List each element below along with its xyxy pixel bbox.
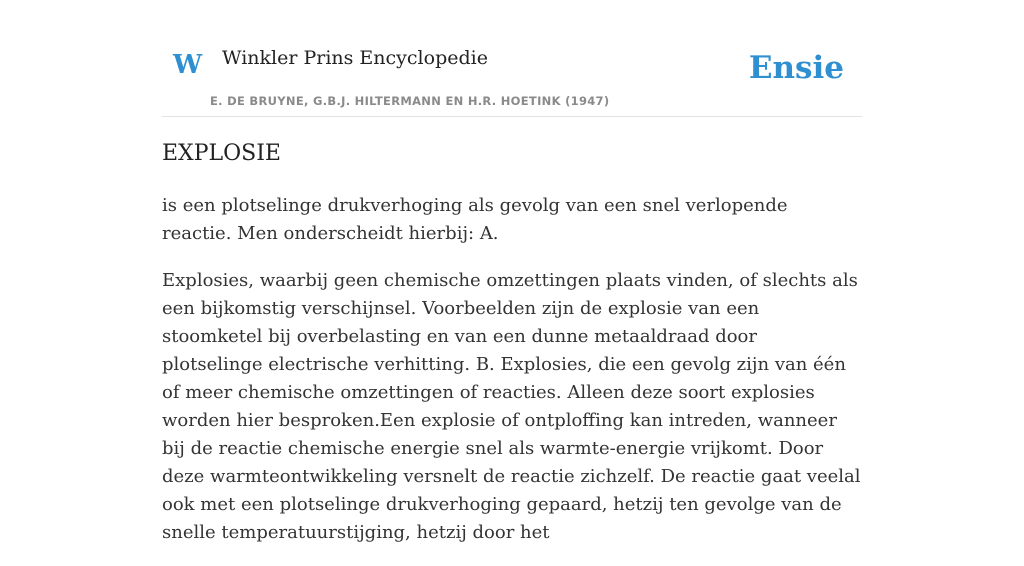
- publication-logo-icon[interactable]: W: [173, 50, 203, 80]
- publication-title-link[interactable]: Winkler Prins Encyclopedie: [222, 47, 488, 69]
- entry-title: EXPLOSIE: [162, 141, 281, 166]
- ensie-logo-link[interactable]: Ensie: [748, 50, 844, 86]
- entry-paragraph: is een plotselinge drukverhoging als gevolg van een snel verlopende reactie. Men onderscheidt hierbij: A.: [162, 195, 788, 244]
- entry-paragraph: Explosies, waarbij geen chemische omzettingen plaats vinden, of slechts als een bijkomstig verschijnsel. Voorbeelden zijn de explosie van een stoomketel bij overbelasting en van een dunne metaaldraad door plotselinge electrische verhitting. B. Explosies, die een gevolg zijn van één of meer chemische omzettingen of reacties. Alleen deze soort explosies worden hier besproken.Een explosie of ontploffing kan intreden, wanneer bij de reactie chemische energie snel als warmte-energie vrijkomt. Door deze warmteontwikkeling versnelt de reactie zichzelf. De reactie gaat veelal ook met een plotselinge drukverhoging gepaard, hetzij ten gevolge van de snelle temperatuurstijging, hetzij door het: [162, 270, 861, 543]
- entry-body: [162, 192, 862, 566]
- publication-authors: E. DE BRUYNE, G.B.J. HILTERMANN EN H.R. HOETINK (1947): [210, 94, 610, 108]
- header: [162, 40, 862, 117]
